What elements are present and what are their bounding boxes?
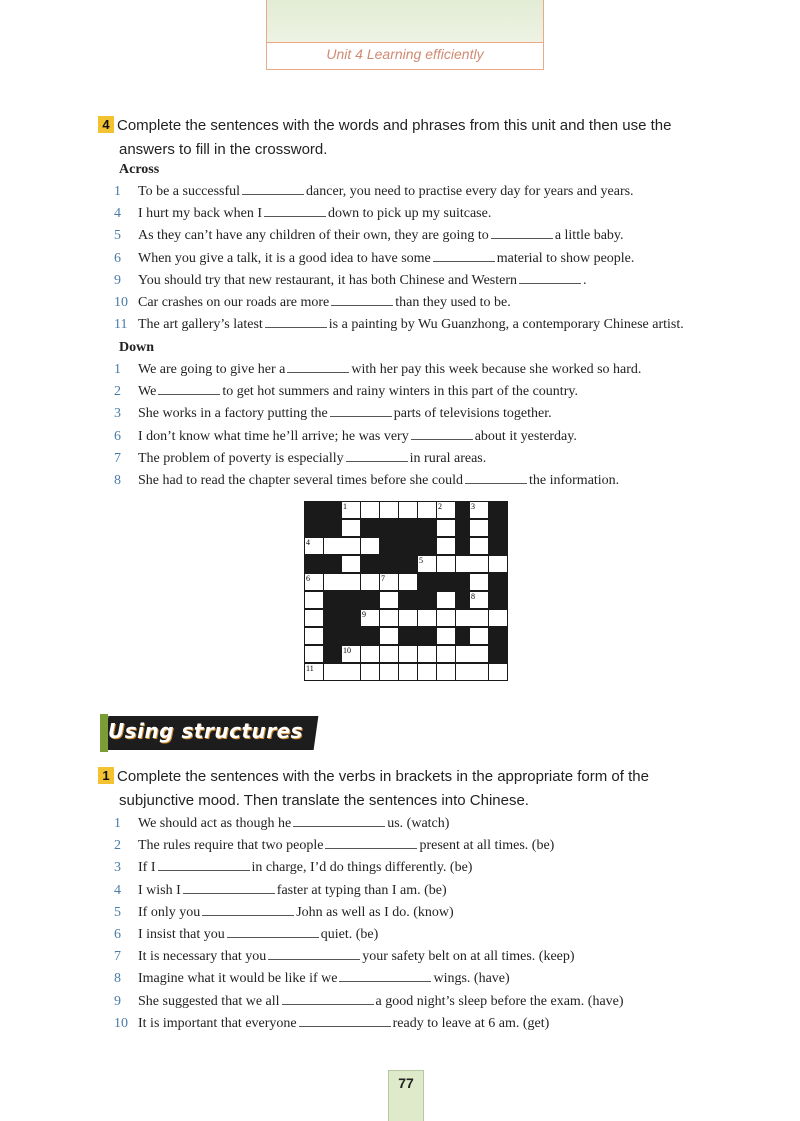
crossword-cell[interactable]	[342, 538, 360, 554]
crossword-cell[interactable]	[380, 502, 398, 518]
crossword-cell[interactable]	[380, 646, 398, 662]
exercise-4-instruction-line1: Complete the sentences with the words and phrases from this unit and then use the	[117, 117, 672, 134]
list-item: 4 I wish I faster at typing than I am. (be)	[114, 882, 447, 898]
section-title: Using structures	[108, 719, 304, 743]
crossword-cell[interactable]: 10	[342, 646, 360, 662]
across-label: Across	[119, 162, 160, 177]
answer-blank[interactable]	[325, 836, 417, 849]
answer-blank[interactable]	[202, 903, 294, 916]
crossword-cell[interactable]	[437, 592, 455, 608]
crossword-cell[interactable]: 6	[305, 574, 323, 590]
crossword-cell[interactable]	[437, 538, 455, 554]
crossword-cell[interactable]	[380, 664, 398, 680]
answer-blank[interactable]	[293, 814, 385, 827]
exercise-1-list	[114, 813, 734, 1035]
answer-blank[interactable]	[265, 315, 327, 328]
crossword-cell[interactable]	[437, 646, 455, 662]
answer-blank[interactable]	[264, 204, 326, 217]
crossword-cell[interactable]	[342, 556, 360, 572]
crossword-cell[interactable]	[470, 646, 488, 662]
crossword-cell[interactable]	[324, 574, 342, 590]
list-item: 2 We to get hot summers and rainy winters in this part of the country.	[114, 384, 578, 400]
crossword-cell[interactable]	[305, 646, 323, 662]
unit-header	[266, 0, 544, 70]
crossword-cell[interactable]	[437, 628, 455, 644]
crossword-cell[interactable]: 5	[418, 556, 436, 572]
crossword-cell[interactable]	[470, 520, 488, 536]
across-list	[114, 181, 734, 336]
exercise-4-instruction	[98, 114, 728, 162]
crossword-cell[interactable]	[470, 664, 488, 680]
crossword-cell[interactable]	[342, 664, 360, 680]
answer-blank[interactable]	[433, 249, 495, 262]
crossword-cell[interactable]	[305, 628, 323, 644]
down-list	[114, 359, 734, 492]
list-item: 8 Imagine what it would be like if we wings. (have)	[114, 971, 510, 987]
list-item: 9 She suggested that we all a good night’s sleep before the exam. (have)	[114, 993, 624, 1009]
crossword-cell[interactable]: 9	[361, 610, 379, 626]
exercise-1-instruction	[98, 765, 728, 813]
answer-blank[interactable]	[491, 226, 553, 239]
crossword-cell[interactable]	[305, 592, 323, 608]
crossword-cell[interactable]: 3	[470, 502, 488, 518]
crossword-cell[interactable]	[399, 574, 417, 590]
answer-blank[interactable]	[158, 382, 220, 395]
list-item: 6 I don’t know what time he’ll arrive; he was very about it yesterday.	[114, 428, 577, 444]
answer-blank[interactable]	[346, 449, 408, 462]
answer-blank[interactable]	[183, 881, 275, 894]
crossword-cell[interactable]	[380, 592, 398, 608]
exercise-1-number: 1	[98, 767, 114, 784]
list-item: 11 The art gallery’s latest is a painting by Wu Guanzhong, a contemporary Chinese artist.	[114, 317, 684, 333]
crossword-cell[interactable]	[324, 664, 342, 680]
list-item: 3 If I in charge, I’d do things differently. (be)	[114, 860, 473, 876]
answer-blank[interactable]	[411, 427, 473, 440]
crossword-cell[interactable]	[361, 646, 379, 662]
crossword-cell[interactable]	[361, 502, 379, 518]
crossword-cell[interactable]	[489, 556, 507, 572]
answer-blank[interactable]	[519, 271, 581, 284]
list-item: 6 I insist that you quiet. (be)	[114, 926, 379, 942]
exercise-1-instruction-line2: subjunctive mood. Then translate the sentences into Chinese.	[119, 792, 529, 809]
crossword-cell[interactable]: 4	[305, 538, 323, 554]
crossword-cell[interactable]	[489, 664, 507, 680]
answer-blank[interactable]	[242, 182, 304, 195]
crossword-cell[interactable]	[399, 610, 417, 626]
list-item: 8 She had to read the chapter several times before she could the information.	[114, 472, 620, 488]
answer-blank[interactable]	[330, 404, 392, 417]
crossword-cell[interactable]: 1	[342, 502, 360, 518]
exercise-4-number: 4	[98, 116, 114, 133]
crossword-cell[interactable]	[399, 646, 417, 662]
crossword-cell[interactable]	[470, 574, 488, 590]
crossword-cell[interactable]: 11	[305, 664, 323, 680]
list-item: 2 The rules require that two people present at all times. (be)	[114, 838, 555, 854]
list-item: 6 When you give a talk, it is a good idea to have some material to show people.	[114, 250, 635, 266]
answer-blank[interactable]	[227, 925, 319, 938]
answer-blank[interactable]	[465, 471, 527, 484]
crossword-cell[interactable]	[399, 502, 417, 518]
exercise-4-instruction-line2: answers to fill in the crossword.	[119, 141, 328, 158]
crossword-cell[interactable]	[324, 538, 342, 554]
crossword-cell[interactable]	[437, 556, 455, 572]
crossword-cell[interactable]	[399, 664, 417, 680]
list-item: 9 You should try that new restaurant, it has both Chinese and Western .	[114, 272, 587, 288]
answer-blank[interactable]	[268, 947, 360, 960]
crossword-cell[interactable]	[418, 664, 436, 680]
using-structures-banner	[100, 714, 316, 752]
crossword-cell[interactable]	[470, 538, 488, 554]
crossword-cell[interactable]	[470, 628, 488, 644]
crossword-cell[interactable]	[380, 610, 398, 626]
crossword-cell[interactable]	[489, 610, 507, 626]
list-item: 1 We should act as though he us. (watch)	[114, 816, 450, 831]
crossword-cell[interactable]	[361, 574, 379, 590]
list-item: 7 It is necessary that you your safety belt on at all times. (keep)	[114, 949, 575, 965]
list-item: 5 If only you John as well as I do. (know)	[114, 904, 454, 920]
crossword-cell[interactable]: 8	[470, 592, 488, 608]
crossword-cell[interactable]	[437, 610, 455, 626]
list-item: 1 We are going to give her a with her pay this week because she worked so hard.	[114, 362, 642, 377]
crossword-cell[interactable]	[361, 538, 379, 554]
answer-blank[interactable]	[282, 992, 374, 1005]
crossword-cell[interactable]: 2	[437, 502, 455, 518]
crossword-cell[interactable]	[437, 520, 455, 536]
answer-blank[interactable]	[299, 1014, 391, 1027]
crossword-cell[interactable]	[418, 610, 436, 626]
answer-blank[interactable]	[287, 360, 349, 373]
crossword-cell[interactable]	[418, 646, 436, 662]
list-item: 3 She works in a factory putting the parts of televisions together.	[114, 406, 552, 422]
crossword-cell[interactable]	[342, 520, 360, 536]
page-number-tab	[388, 1070, 424, 1121]
list-item: 10 Car crashes on our roads are more than they used to be.	[114, 294, 511, 310]
header-pattern	[267, 0, 543, 43]
crossword-cell[interactable]	[418, 502, 436, 518]
list-item: 7 The problem of poverty is especially in rural areas.	[114, 450, 487, 466]
exercise-1-instruction-line1: Complete the sentences with the verbs in brackets in the appropriate form of the	[117, 768, 649, 785]
answer-blank[interactable]	[331, 293, 393, 306]
list-item: 10 It is important that everyone ready to leave at 6 am. (get)	[114, 1015, 550, 1031]
crossword-cell[interactable]	[342, 574, 360, 590]
page-number: 77	[398, 1075, 414, 1091]
crossword-cell[interactable]	[380, 628, 398, 644]
crossword-cell[interactable]	[361, 664, 379, 680]
list-item: 5 As they can’t have any children of their own, they are going to a little baby.	[114, 228, 624, 244]
crossword-cell[interactable]	[437, 664, 455, 680]
crossword-cell[interactable]: 7	[380, 574, 398, 590]
answer-blank[interactable]	[158, 858, 250, 871]
crossword-cell[interactable]	[470, 556, 488, 572]
down-label: Down	[119, 340, 155, 355]
list-item: 1 To be a successful dancer, you need to practise every day for years and years.	[114, 184, 634, 199]
answer-blank[interactable]	[339, 969, 431, 982]
crossword-cell[interactable]	[470, 610, 488, 626]
unit-title: Unit 4 Learning efficiently	[326, 46, 484, 62]
list-item: 4 I hurt my back when I down to pick up my suitcase.	[114, 206, 492, 222]
crossword-cell[interactable]	[305, 610, 323, 626]
crossword-grid	[304, 501, 508, 681]
